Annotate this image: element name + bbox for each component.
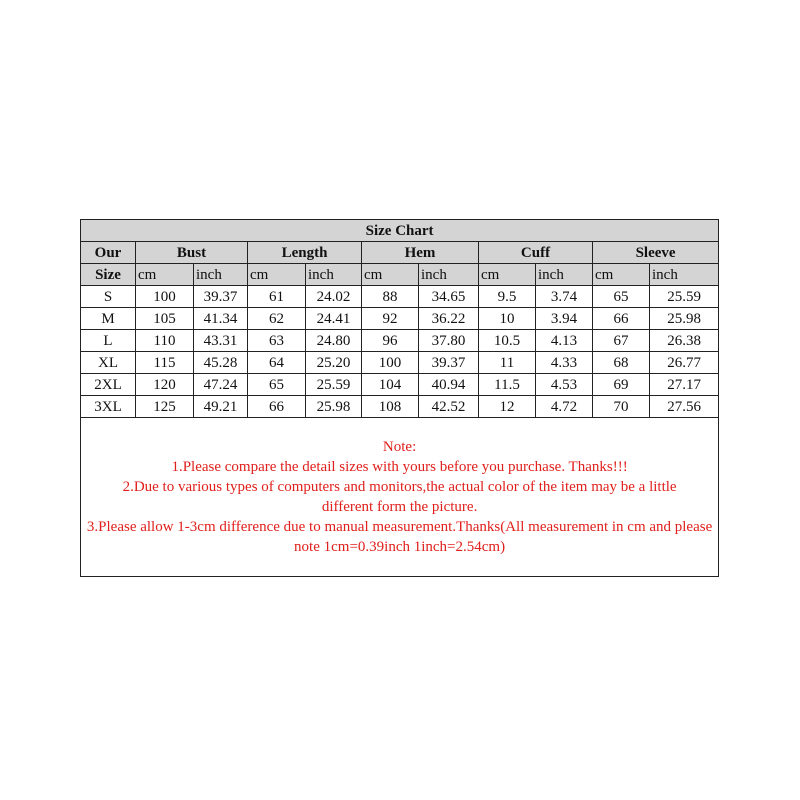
group-header-sleeve: Sleeve — [593, 242, 719, 264]
value-cell: 34.65 — [419, 286, 479, 308]
value-cell: 12 — [479, 396, 536, 418]
table-row — [81, 352, 719, 374]
value-cell: 108 — [362, 396, 419, 418]
value-cell: 10.5 — [479, 330, 536, 352]
unit-cm-header: cm — [362, 264, 419, 286]
value-cell: 49.21 — [194, 396, 248, 418]
note-box — [81, 418, 719, 577]
size-header-line2: Size — [81, 264, 136, 286]
size-cell: S — [81, 286, 136, 308]
value-cell: 104 — [362, 374, 419, 396]
value-cell: 10 — [479, 308, 536, 330]
value-cell: 62 — [248, 308, 306, 330]
unit-inch-header: inch — [194, 264, 248, 286]
note-line-2: 2.Due to various types of computers and monitors,the actual color of the item may be a little different form the picture. — [122, 479, 677, 515]
unit-header-row — [81, 264, 719, 286]
size-chart-table — [80, 219, 719, 577]
value-cell: 4.72 — [536, 396, 593, 418]
value-cell: 100 — [362, 352, 419, 374]
value-cell: 11.5 — [479, 374, 536, 396]
table-row — [81, 308, 719, 330]
value-cell: 70 — [593, 396, 650, 418]
value-cell: 37.80 — [419, 330, 479, 352]
unit-inch-header: inch — [419, 264, 479, 286]
size-cell: M — [81, 308, 136, 330]
value-cell: 24.41 — [306, 308, 362, 330]
value-cell: 68 — [593, 352, 650, 374]
value-cell: 64 — [248, 352, 306, 374]
group-header-row — [81, 242, 719, 264]
value-cell: 25.20 — [306, 352, 362, 374]
value-cell: 26.77 — [650, 352, 719, 374]
value-cell: 45.28 — [194, 352, 248, 374]
note-heading: Note: — [382, 439, 417, 455]
value-cell: 24.02 — [306, 286, 362, 308]
value-cell: 4.13 — [536, 330, 593, 352]
value-cell: 125 — [136, 396, 194, 418]
value-cell: 66 — [593, 308, 650, 330]
unit-cm-header: cm — [136, 264, 194, 286]
table-title: Size Chart — [81, 220, 719, 242]
value-cell: 4.33 — [536, 352, 593, 374]
group-header-hem: Hem — [362, 242, 479, 264]
table-row — [81, 286, 719, 308]
value-cell: 36.22 — [419, 308, 479, 330]
value-cell: 3.94 — [536, 308, 593, 330]
value-cell: 4.53 — [536, 374, 593, 396]
value-cell: 3.74 — [536, 286, 593, 308]
value-cell: 42.52 — [419, 396, 479, 418]
value-cell: 40.94 — [419, 374, 479, 396]
value-cell: 63 — [248, 330, 306, 352]
value-cell: 65 — [248, 374, 306, 396]
value-cell: 26.38 — [650, 330, 719, 352]
value-cell: 65 — [593, 286, 650, 308]
value-cell: 105 — [136, 308, 194, 330]
table-row — [81, 330, 719, 352]
value-cell: 120 — [136, 374, 194, 396]
value-cell: 39.37 — [194, 286, 248, 308]
size-cell: 3XL — [81, 396, 136, 418]
value-cell: 27.56 — [650, 396, 719, 418]
value-cell: 9.5 — [479, 286, 536, 308]
value-cell: 24.80 — [306, 330, 362, 352]
value-cell: 39.37 — [419, 352, 479, 374]
value-cell: 27.17 — [650, 374, 719, 396]
group-header-bust: Bust — [136, 242, 248, 264]
unit-cm-header: cm — [593, 264, 650, 286]
group-header-length: Length — [248, 242, 362, 264]
group-header-cuff: Cuff — [479, 242, 593, 264]
value-cell: 88 — [362, 286, 419, 308]
value-cell: 69 — [593, 374, 650, 396]
size-cell: L — [81, 330, 136, 352]
value-cell: 110 — [136, 330, 194, 352]
unit-cm-header: cm — [479, 264, 536, 286]
table-row — [81, 374, 719, 396]
size-cell: XL — [81, 352, 136, 374]
value-cell: 67 — [593, 330, 650, 352]
note-line-3: 3.Please allow 1-3cm difference due to manual measurement.Thanks(All measurement in cm and please note 1cm=0.39inch 1inch=2.54cm) — [86, 519, 713, 555]
value-cell: 25.59 — [306, 374, 362, 396]
unit-inch-header: inch — [536, 264, 593, 286]
value-cell: 100 — [136, 286, 194, 308]
value-cell: 96 — [362, 330, 419, 352]
size-header-line1: Our — [81, 242, 136, 264]
table-row — [81, 396, 719, 418]
unit-inch-header: inch — [650, 264, 719, 286]
value-cell: 92 — [362, 308, 419, 330]
note-line-1: 1.Please compare the detail sizes with yours before you purchase. Thanks!!! — [171, 459, 628, 475]
value-cell: 61 — [248, 286, 306, 308]
unit-inch-header: inch — [306, 264, 362, 286]
value-cell: 47.24 — [194, 374, 248, 396]
value-cell: 25.98 — [650, 308, 719, 330]
value-cell: 41.34 — [194, 308, 248, 330]
unit-cm-header: cm — [248, 264, 306, 286]
value-cell: 43.31 — [194, 330, 248, 352]
value-cell: 25.98 — [306, 396, 362, 418]
value-cell: 66 — [248, 396, 306, 418]
value-cell: 25.59 — [650, 286, 719, 308]
value-cell: 115 — [136, 352, 194, 374]
size-cell: 2XL — [81, 374, 136, 396]
value-cell: 11 — [479, 352, 536, 374]
